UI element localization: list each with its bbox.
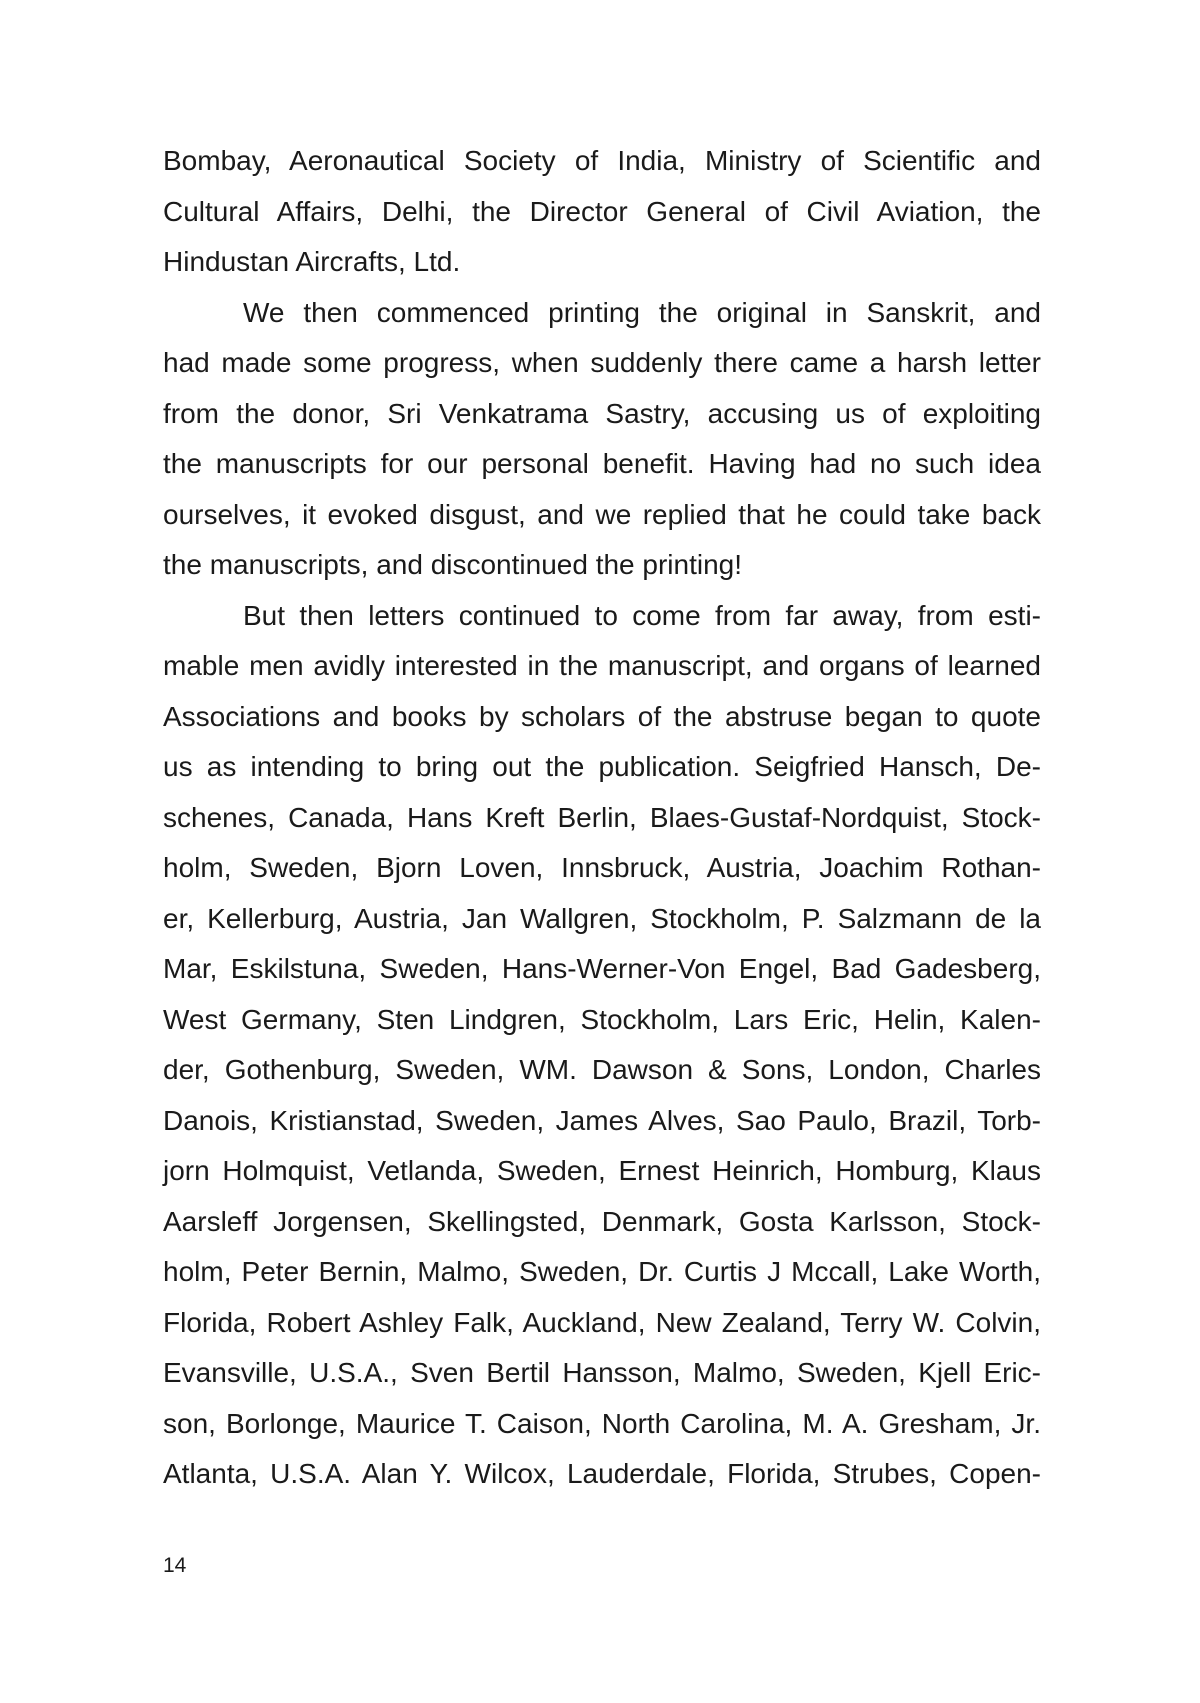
text-line: er, Kellerburg, Austria, Jan Wallgren, Stockholm, P. Salzmann de la: [163, 902, 1041, 934]
body-text: [163, 136, 1041, 1500]
text-line: mable men avidly interested in the manuscript, and organs of learned: [163, 650, 1041, 681]
text-line: the manuscripts, and discontinued the printing!: [163, 549, 743, 580]
text-line: Cultural Affairs, Delhi, the Director General of Civil Aviation, the: [163, 195, 1041, 227]
text-line: schenes, Canada, Hans Kreft Berlin, Blaes-Gustaf-Nordquist, Stock-: [163, 801, 1041, 833]
text-line: ourselves, it evoked disgust, and we replied that he could take back: [163, 498, 1041, 530]
text-line: West Germany, Sten Lindgren, Stockholm, Lars Eric, Helin, Kalen-: [163, 1003, 1041, 1035]
text-line: jorn Holmquist, Vetlanda, Sweden, Ernest Heinrich, Homburg, Klaus: [163, 1155, 1041, 1186]
text-line: Aarsleff Jorgensen, Skellingsted, Denmark, Gosta Karlsson, Stock-: [163, 1205, 1041, 1237]
text-line: from the donor, Sri Venkatrama Sastry, accusing us of exploiting: [163, 397, 1041, 429]
text-line: had made some progress, when suddenly there came a harsh letter: [163, 347, 1041, 378]
text-line: Evansville, U.S.A., Sven Bertil Hansson, Malmo, Sweden, Kjell Eric-: [163, 1357, 1041, 1388]
text-line: holm, Sweden, Bjorn Loven, Innsbruck, Austria, Joachim Rothan-: [163, 852, 1041, 883]
text-line: Bombay, Aeronautical Society of India, Ministry of Scientific and: [163, 145, 1041, 176]
text-line: son, Borlonge, Maurice T. Caison, North Carolina, M. A. Gresham, Jr.: [163, 1407, 1041, 1439]
text-line: Mar, Eskilstuna, Sweden, Hans-Werner-Von Engel, Bad Gadesberg,: [163, 953, 1041, 984]
text-line: We then commenced printing the original in Sanskrit, and: [243, 296, 1041, 328]
text-line: Hindustan Aircrafts, Ltd.: [163, 246, 461, 277]
text-line: the manuscripts for our personal benefit. Having had no such idea: [163, 448, 1041, 479]
text-line: holm, Peter Bernin, Malmo, Sweden, Dr. Curtis J Mccall, Lake Worth,: [163, 1256, 1041, 1287]
text-line: Danois, Kristianstad, Sweden, James Alves, Sao Paulo, Brazil, Torb-: [163, 1104, 1041, 1136]
text-line: der, Gothenburg, Sweden, WM. Dawson & Sons, London, Charles: [163, 1054, 1041, 1085]
text-line: But then letters continued to come from far away, from esti-: [243, 599, 1041, 631]
text-line: Atlanta, U.S.A. Alan Y. Wilcox, Lauderdale, Florida, Strubes, Copen-: [163, 1458, 1041, 1489]
page-number: 14: [163, 1554, 187, 1577]
text-line: Florida, Robert Ashley Falk, Auckland, New Zealand, Terry W. Colvin,: [163, 1306, 1041, 1338]
text-line: us as intending to bring out the publication. Seigfried Hansch, De-: [163, 751, 1041, 782]
text-line: Associations and books by scholars of the abstruse began to quote: [163, 700, 1041, 732]
